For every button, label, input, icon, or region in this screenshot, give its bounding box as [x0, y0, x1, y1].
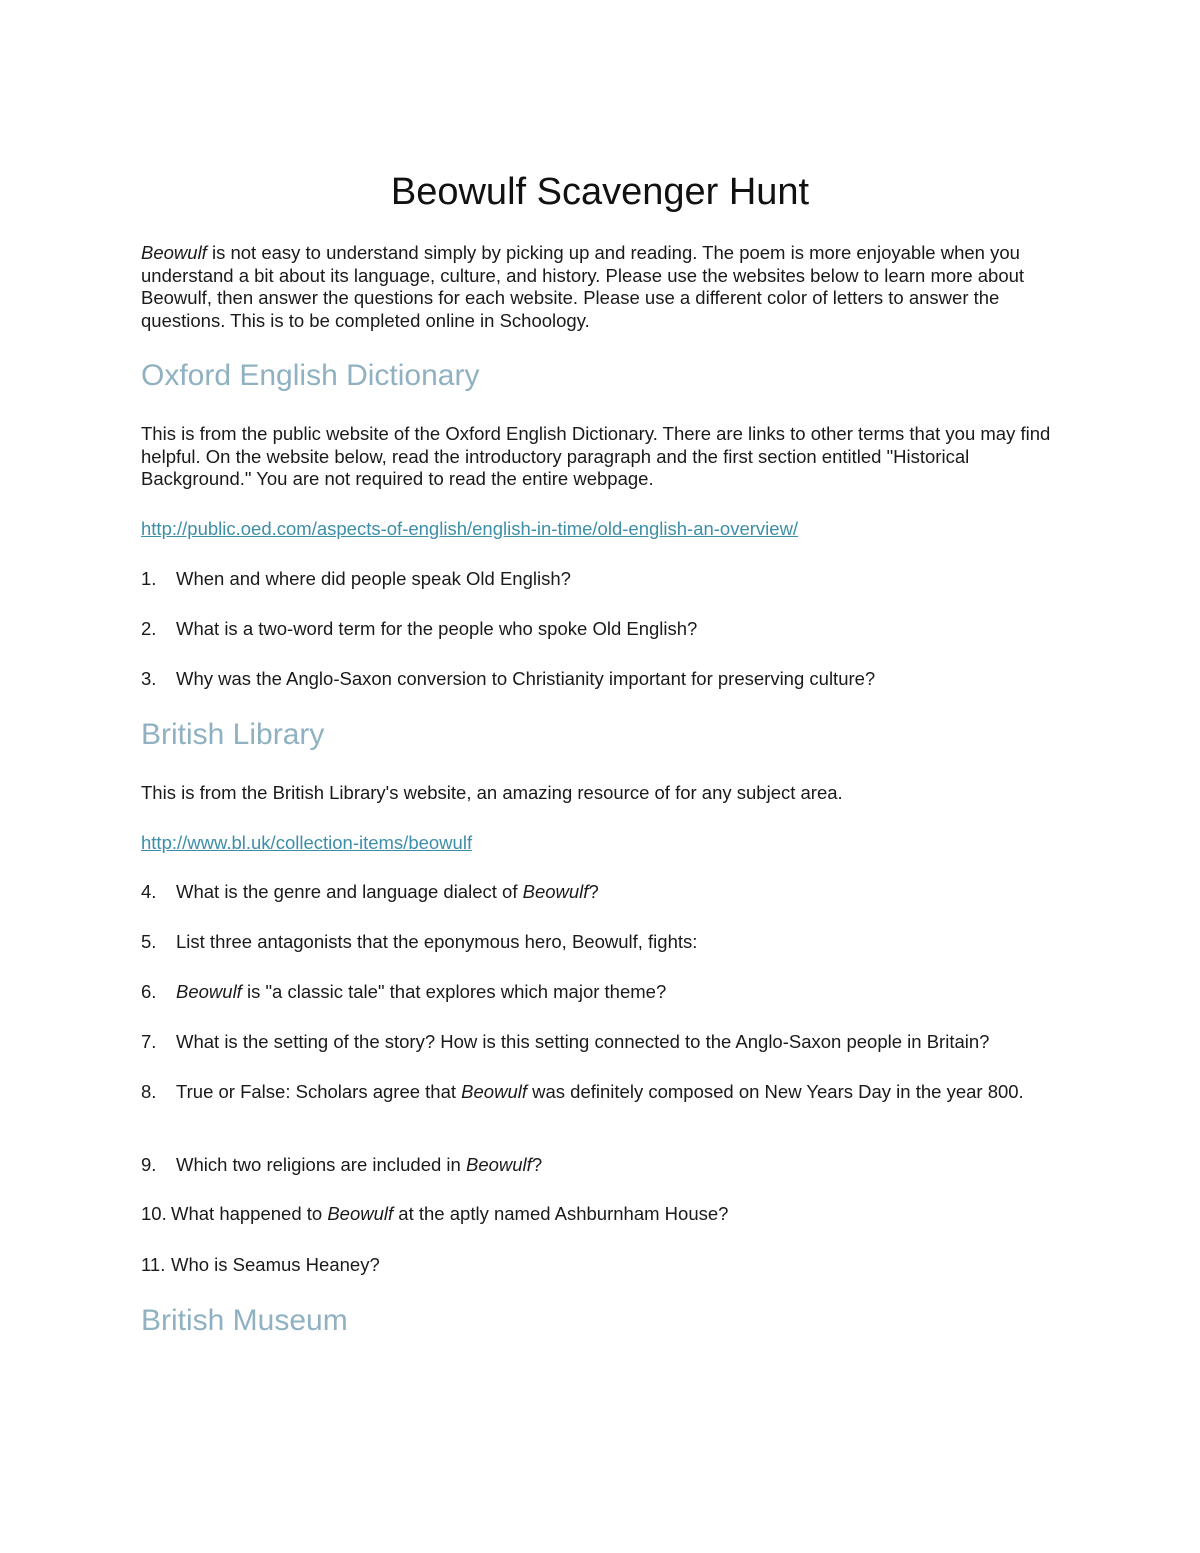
- question-number: 9.: [141, 1154, 157, 1175]
- question-6: [141, 981, 1061, 1004]
- question-text: When and where did people speak Old English?: [176, 568, 571, 589]
- question-11: [141, 1254, 1061, 1277]
- intro-text: is not easy to understand simply by picking up and reading. The poem is more enjoyable when you understand a bit about its language, culture, and history. Please use the websites below to learn more about Beowulf, then answer the questions for each website. Please use a different color of letters to answer the questions. This is to be completed online in Schoology.: [141, 242, 1025, 331]
- bl-description: This is from the British Library's website, an amazing resource of for any subject area.: [141, 782, 843, 803]
- question-italic: Beowulf: [465, 1154, 532, 1175]
- oed-description: This is from the public website of the Oxford English Dictionary. There are links to other terms that you may find helpful. On the website below, read the introductory paragraph and the first section entitled "Historical Background." You are not required to read the entire webpage.: [141, 423, 1051, 490]
- question-number: 5.: [141, 931, 157, 952]
- intro-italic-lead: Beowulf: [141, 242, 207, 263]
- question-number: 10.: [141, 1203, 167, 1224]
- question-italic: Beowulf: [461, 1081, 527, 1102]
- question-italic: Beowulf: [176, 981, 242, 1002]
- question-number: 6.: [141, 981, 157, 1002]
- heading-british-library: British Library: [141, 718, 325, 751]
- question-7: [141, 1031, 1061, 1054]
- question-1: [141, 568, 1061, 591]
- question-text: List three antagonists that the eponymous hero, Beowulf, fights:: [176, 931, 698, 952]
- question-9: [141, 1154, 1061, 1177]
- question-text: What is a two-word term for the people who spoke Old English?: [176, 618, 698, 639]
- question-text-end: ?: [531, 1154, 543, 1175]
- question-number: 1.: [141, 568, 157, 589]
- question-text: What happened to: [171, 1203, 328, 1224]
- question-10: [141, 1203, 1061, 1226]
- page-title: Beowulf Scavenger Hunt: [390, 171, 810, 213]
- question-text: Who is Seamus Heaney?: [171, 1254, 380, 1275]
- question-text: What is the genre and language dialect of: [176, 881, 523, 902]
- bl-link-line: [141, 832, 1061, 855]
- intro-paragraph: [141, 242, 1061, 332]
- heading-oed: Oxford English Dictionary: [141, 359, 480, 392]
- question-number: 8.: [141, 1081, 157, 1102]
- question-number: 4.: [141, 881, 157, 902]
- question-text-end: at the aptly named Ashburnham House?: [393, 1203, 729, 1224]
- oed-link-line: [141, 518, 1061, 541]
- heading-british-museum: British Museum: [141, 1304, 348, 1337]
- question-text-end: was definitely composed on New Years Day in the year 800.: [527, 1081, 1024, 1102]
- question-text-end: is "a classic tale" that explores which major theme?: [241, 981, 667, 1002]
- question-number: 2.: [141, 618, 157, 639]
- question-text: What is the setting of the story? How is this setting connected to the Anglo-Saxon people in Britain?: [176, 1031, 990, 1052]
- question-italic: Beowulf: [522, 881, 589, 902]
- question-5: [141, 931, 1061, 954]
- question-number: 3.: [141, 668, 157, 689]
- oed-link[interactable]: http://public.oed.com/aspects-of-english/english-in-time/old-english-an-overview/: [141, 518, 799, 539]
- question-italic: Beowulf: [327, 1203, 394, 1224]
- question-number: 11.: [141, 1254, 166, 1275]
- question-text-end: ?: [588, 881, 599, 902]
- question-4: [141, 881, 1061, 904]
- question-text: True or False: Scholars agree that: [176, 1081, 462, 1102]
- question-number: 7.: [141, 1031, 157, 1052]
- question-text: Which two religions are included in: [176, 1154, 466, 1175]
- question-2: [141, 618, 1061, 641]
- question-8: [141, 1081, 1061, 1104]
- question-3: [141, 668, 1061, 691]
- bl-link[interactable]: http://www.bl.uk/collection-items/beowulf: [141, 832, 473, 853]
- question-text: Why was the Anglo-Saxon conversion to Christianity important for preserving culture?: [176, 668, 876, 689]
